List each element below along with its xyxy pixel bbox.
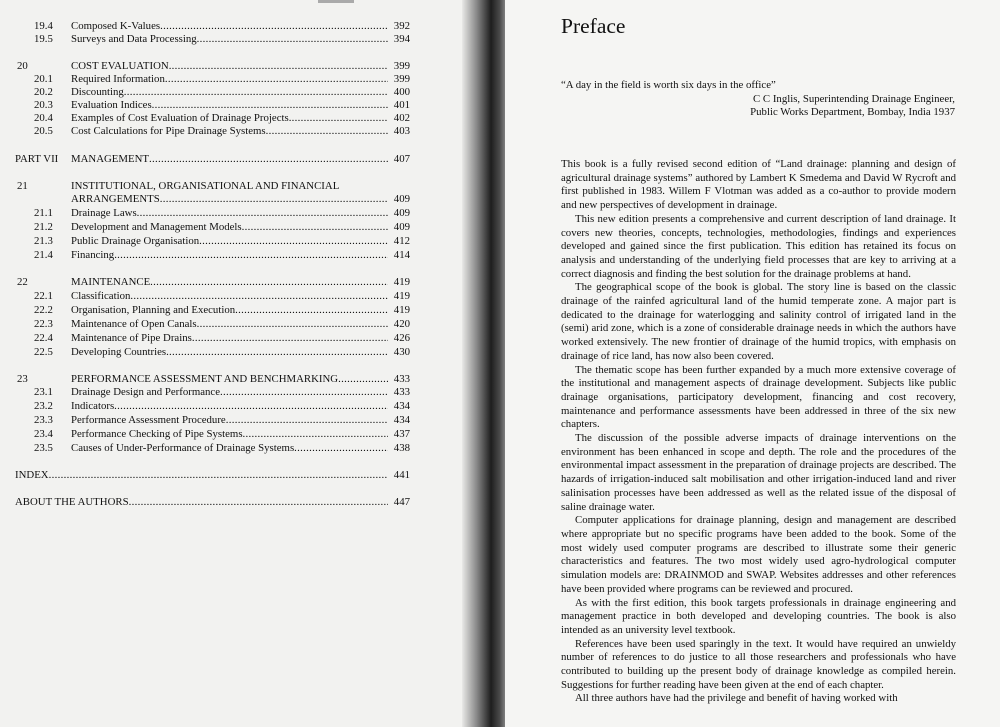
- toc-entry-title: [71, 60, 388, 73]
- toc-entry-number: 23.5: [34, 442, 53, 454]
- toc-leader-dots: [339, 180, 388, 193]
- toc-entry-title: [71, 99, 388, 112]
- toc-entry-page: 394: [393, 33, 410, 45]
- toc-entry-page: 407: [393, 153, 410, 165]
- toc-leader-dots: [226, 414, 388, 427]
- toc-entry-number: 23.3: [34, 414, 53, 426]
- toc-entry-number: 20: [17, 60, 28, 72]
- toc-entry: [0, 276, 410, 289]
- toc-entry-page: 402: [393, 112, 410, 124]
- preface-paragraph: Computer applications for drainage planning, design and management are described where appropriate but no specific programs have been added to the book. Some of the most widely used computer programs are described to illustrate some their generic characteristics and features. The two most widely used agro-hydrological computer simulation models are: DRAINMOD and SWAP. Websites addresses and other references have been provided where programs can be reviewed and procured.: [561, 514, 956, 595]
- toc-entry-title: [71, 442, 388, 455]
- page-smudge: [318, 0, 354, 3]
- preface-body: [561, 158, 956, 706]
- toc-entry-page: 419: [393, 304, 410, 316]
- toc-entry: [0, 400, 410, 413]
- toc-entry-page: 400: [393, 86, 410, 98]
- toc-entry-title-text: Drainage Design and Performance: [71, 386, 220, 398]
- toc-entry-title: [71, 318, 388, 331]
- toc-entry-title: [71, 221, 388, 234]
- toc-entry-title-text: Public Drainage Organisation: [71, 235, 200, 247]
- toc-entry-page: 409: [393, 221, 410, 233]
- toc-entry-number: 22.4: [34, 332, 53, 344]
- toc-entry: [0, 442, 410, 455]
- toc-entry: [0, 99, 410, 112]
- toc-entry-number: 19.4: [34, 20, 53, 32]
- toc-entry-number: 20.2: [34, 86, 53, 98]
- toc-entry: [0, 290, 410, 303]
- toc-entry-title-text: PERFORMANCE ASSESSMENT AND BENCHMARKING: [71, 373, 339, 385]
- toc-entry-number: 20.1: [34, 73, 53, 85]
- toc-entry-number: 19.5: [34, 33, 53, 45]
- toc-entry-title-text: Classification: [71, 290, 131, 302]
- toc-entry: [0, 249, 410, 262]
- toc-leader-dots: [129, 496, 388, 509]
- toc-entry: [0, 414, 410, 427]
- toc-entry-number: 21.2: [34, 221, 53, 233]
- toc-entry-title: [71, 235, 388, 248]
- toc-entry-page: 426: [393, 332, 410, 344]
- preface-paragraph: This book is a fully revised second edition of “Land drainage: planning and design of agricultural drainage systems” authored by Lambert K Smedema and David W Rycroft and first published in 1983. Willem F Vlotman was added as a co-author to provide modern and new perspectives of development in drainage.: [561, 158, 956, 212]
- toc-entry-page: 401: [393, 99, 410, 111]
- toc-entry-title-text: Maintenance of Open Canals: [71, 318, 197, 330]
- toc-entry-number: 21.1: [34, 207, 53, 219]
- toc-entry-title-text: Required Information: [71, 73, 165, 85]
- toc-leader-dots: [137, 207, 388, 220]
- epigraph-position: Public Works Department, Bombay, India 1937: [750, 106, 955, 118]
- toc-entry: [0, 33, 410, 46]
- toc-entry-title-text: MAINTENANCE: [71, 276, 151, 288]
- toc-entry-title: [15, 469, 388, 482]
- toc-entry-title-text: Causes of Under-Performance of Drainage Systems: [71, 442, 295, 454]
- preface-paragraph: References have been used sparingly in the text. It would have required an unwieldy number of references to do justice to all those researchers and professionals who have contributed to building up the present body of drainage knowledge as compiled herein. Suggestions for further reading have been given at the end of each chapter.: [561, 637, 956, 691]
- toc-entry-page: 419: [393, 290, 410, 302]
- toc-leader-dots: [220, 386, 388, 399]
- toc-entry-page: 399: [393, 60, 410, 72]
- toc-leader-dots: [243, 428, 388, 441]
- toc-entry-title-text: Indicators: [71, 400, 115, 412]
- preface-paragraph: As with the first edition, this book targets professionals in drainage engineering and management practice in both developed and developing countries. The book is also intended as an university level textbook.: [561, 596, 956, 636]
- toc-leader-dots: [165, 73, 388, 86]
- toc-entry-title-text: ARRANGEMENTS: [71, 193, 160, 205]
- preface-title: Preface: [561, 14, 626, 38]
- toc-leader-dots: [289, 112, 388, 125]
- toc-entry-title-text: COST EVALUATION: [71, 60, 169, 72]
- toc-entry-page: 441: [393, 469, 410, 481]
- toc-entry: [0, 496, 410, 509]
- toc-entry-title: [71, 428, 388, 441]
- toc-leader-dots: [197, 33, 388, 46]
- toc-entry-title-text: Financing: [71, 249, 115, 261]
- toc-entry-title-text: Composed K-Values: [71, 20, 161, 32]
- toc-entry: [0, 180, 410, 193]
- toc-entry-number: 22: [17, 276, 28, 288]
- toc-entry: [0, 112, 410, 125]
- toc-leader-dots: [152, 99, 388, 112]
- toc-entry-page: 392: [393, 20, 410, 32]
- toc-entry: [0, 221, 410, 234]
- preface-paragraph: The discussion of the possible adverse impacts of drainage interventions on the environment has been enhanced in scope and depth. The role and the procedures of the environmental impact assessment in the preparation of drainage projects are described. The hazards of irrigation-induced salt mobilisation and other irrigation-induced land and river salinisation processes have been addressed as well as the related issue of the disposal of saline drainage water.: [561, 432, 956, 513]
- toc-entry-page: 430: [393, 346, 410, 358]
- toc-leader-dots: [114, 249, 388, 262]
- toc-leader-dots: [166, 346, 388, 359]
- toc-entry-page: 409: [393, 193, 410, 205]
- toc-entry-number: 22.3: [34, 318, 53, 330]
- toc-leader-dots: [294, 442, 388, 455]
- toc-entry: [0, 332, 410, 345]
- toc-entry-title-text: Examples of Cost Evaluation of Drainage Projects: [71, 112, 289, 124]
- toc-entry-number: PART VII: [15, 153, 59, 165]
- toc-entry-page: 437: [393, 428, 410, 440]
- toc-entry-title: [71, 249, 388, 262]
- toc-entry-title-text: INDEX: [15, 469, 49, 481]
- toc-entry-page: 420: [393, 318, 410, 330]
- toc-entry-title-text: MANAGEMENT: [71, 153, 149, 165]
- toc-entry-page: 447: [393, 496, 410, 508]
- toc-entry-title: [71, 290, 388, 303]
- toc-entry-page: 399: [393, 73, 410, 85]
- toc-entry: [0, 207, 410, 220]
- toc-entry-title: [71, 386, 388, 399]
- toc-entry: [0, 73, 410, 86]
- toc-entry-number: 22.2: [34, 304, 53, 316]
- toc-leader-dots: [130, 290, 388, 303]
- toc-entry: [0, 428, 410, 441]
- toc-entry-page: 403: [393, 125, 410, 137]
- toc-entry-number: 20.4: [34, 112, 53, 124]
- toc-entry: [0, 318, 410, 331]
- toc-entry-title-text: Performance Assessment Procedure: [71, 414, 226, 426]
- toc-entry-title-text: Surveys and Data Processing: [71, 33, 197, 45]
- toc-entry-page: 414: [393, 249, 410, 261]
- toc-entry-title: [71, 112, 388, 125]
- toc-entry-title: [71, 153, 388, 166]
- toc-leader-dots: [114, 400, 388, 413]
- toc-entry-title: [71, 414, 388, 427]
- toc-entry-number: 20.5: [34, 125, 53, 137]
- toc-leader-dots: [150, 276, 388, 289]
- toc-leader-dots: [235, 304, 388, 317]
- toc-leader-dots: [242, 221, 388, 234]
- preface-paragraph: The thematic scope has been further expanded by a much more extensive coverage of the institutional and management aspects of drainage development. Subjects like public drainage organisations, participatory development, financing and cost recovery, maintenance and performance assessments have been addressed in three of the six new chapters.: [561, 363, 956, 431]
- toc-entry-title: [71, 276, 388, 289]
- toc-entry-page: 433: [393, 373, 410, 385]
- toc-entry-title: [71, 373, 388, 386]
- toc-entry: [0, 20, 410, 33]
- toc-entry-page: 409: [393, 207, 410, 219]
- toc-entry-title-text: Performance Checking of Pipe Systems: [71, 428, 243, 440]
- toc-entry-title: [71, 207, 388, 220]
- toc-entry-title-text: Developing Countries: [71, 346, 167, 358]
- toc-page: [0, 0, 470, 727]
- toc-leader-dots: [197, 318, 388, 331]
- toc-entry-title: [71, 193, 388, 206]
- toc-entry-title-text: Organisation, Planning and Execution: [71, 304, 236, 316]
- toc-entry-title: [71, 73, 388, 86]
- toc-leader-dots: [124, 86, 388, 99]
- toc-entry-number: 20.3: [34, 99, 53, 111]
- toc-entry: [0, 235, 410, 248]
- toc-entry-title: [71, 33, 388, 46]
- toc-entry-number: 21.3: [34, 235, 53, 247]
- toc-entry-title-text: Development and Management Models: [71, 221, 242, 233]
- preface-paragraph: All three authors have had the privilege and benefit of having worked with: [575, 692, 898, 705]
- toc-entry-page: 438: [393, 442, 410, 454]
- toc-leader-dots: [169, 60, 388, 73]
- toc-leader-dots: [266, 125, 388, 138]
- toc-entry: [0, 86, 410, 99]
- toc-entry-number: 22.1: [34, 290, 53, 302]
- preface-paragraph: The geographical scope of the book is global. The story line is based on the classic drainage of the rainfed agricultural land of the humid temperate zone. A major part is dedicated to the drainage for waterlogging and salinity control of irrigated land in the (semi) arid zone, which is a zone of considerable drainage needs in which the authors have worked extensively. The new frontier of drainage of the humid tropics, with emphasis on drainage of rice land, has now also been covered.: [561, 281, 956, 362]
- toc-entry-page: 434: [393, 414, 410, 426]
- toc-entry-title-text: ABOUT THE AUTHORS: [15, 496, 129, 508]
- toc-entry-number: 22.5: [34, 346, 53, 358]
- toc-entry-number: 23.1: [34, 386, 53, 398]
- toc-entry-title: [71, 180, 388, 193]
- toc-leader-dots: [160, 193, 388, 206]
- toc-entry-title: [71, 400, 388, 413]
- toc-entry: [0, 469, 410, 482]
- toc-leader-dots: [160, 20, 388, 33]
- toc-entry-page: 412: [393, 235, 410, 247]
- toc-entry: [0, 153, 410, 166]
- toc-leader-dots: [149, 153, 388, 166]
- toc-entry-title: [71, 20, 388, 33]
- toc-entry-page: 433: [393, 386, 410, 398]
- toc-leader-dots: [338, 373, 388, 386]
- toc-entry-title-text: Evaluation Indices: [71, 99, 152, 111]
- toc-entry-number: 21.4: [34, 249, 53, 261]
- toc-entry: [0, 60, 410, 73]
- toc-entry-title-text: INSTITUTIONAL, ORGANISATIONAL AND FINANCIAL: [71, 180, 340, 192]
- toc-entry: [0, 346, 410, 359]
- toc-entry: [0, 373, 410, 386]
- toc-leader-dots: [199, 235, 388, 248]
- toc-entry-title-text: Maintenance of Pipe Drains: [71, 332, 192, 344]
- toc-entry: [0, 304, 410, 317]
- toc-entry-page: 434: [393, 400, 410, 412]
- toc-entry-title: [71, 304, 388, 317]
- epigraph-author: C C Inglis, Superintending Drainage Engineer,: [753, 93, 955, 105]
- toc-entry-title: [71, 332, 388, 345]
- toc-entry-title: [71, 125, 388, 138]
- toc-leader-dots: [49, 469, 388, 482]
- toc-entry-number: 21: [17, 180, 28, 192]
- epigraph-quote: “A day in the field is worth six days in the office”: [561, 79, 776, 91]
- toc-entry: [0, 193, 410, 206]
- toc-entry-title: [71, 346, 388, 359]
- toc-entry-number: 23.2: [34, 400, 53, 412]
- toc-entry: [0, 125, 410, 138]
- toc-entry-page: 419: [393, 276, 410, 288]
- toc-entry-number: 23: [17, 373, 28, 385]
- toc-entry-title: [71, 86, 388, 99]
- toc-entry-number: 23.4: [34, 428, 53, 440]
- toc-leader-dots: [192, 332, 388, 345]
- toc-entry-title-text: Drainage Laws: [71, 207, 137, 219]
- toc-entry-title: [15, 496, 388, 509]
- toc-entry: [0, 386, 410, 399]
- toc-entry-title-text: Cost Calculations for Pipe Drainage Systems: [71, 125, 266, 137]
- toc-entry-title-text: Discounting: [71, 86, 124, 98]
- preface-paragraph: This new edition presents a comprehensive and current description of land drainage. It covers new theories, concepts, technologies, methodologies, findings and experiences developed and gained since the first publication. This edition has retained its focus on analysis and understanding of the underlying field processes that are key to arriving at a correct diagnosis and finding the best solution for the drainage problems at hand.: [561, 212, 956, 280]
